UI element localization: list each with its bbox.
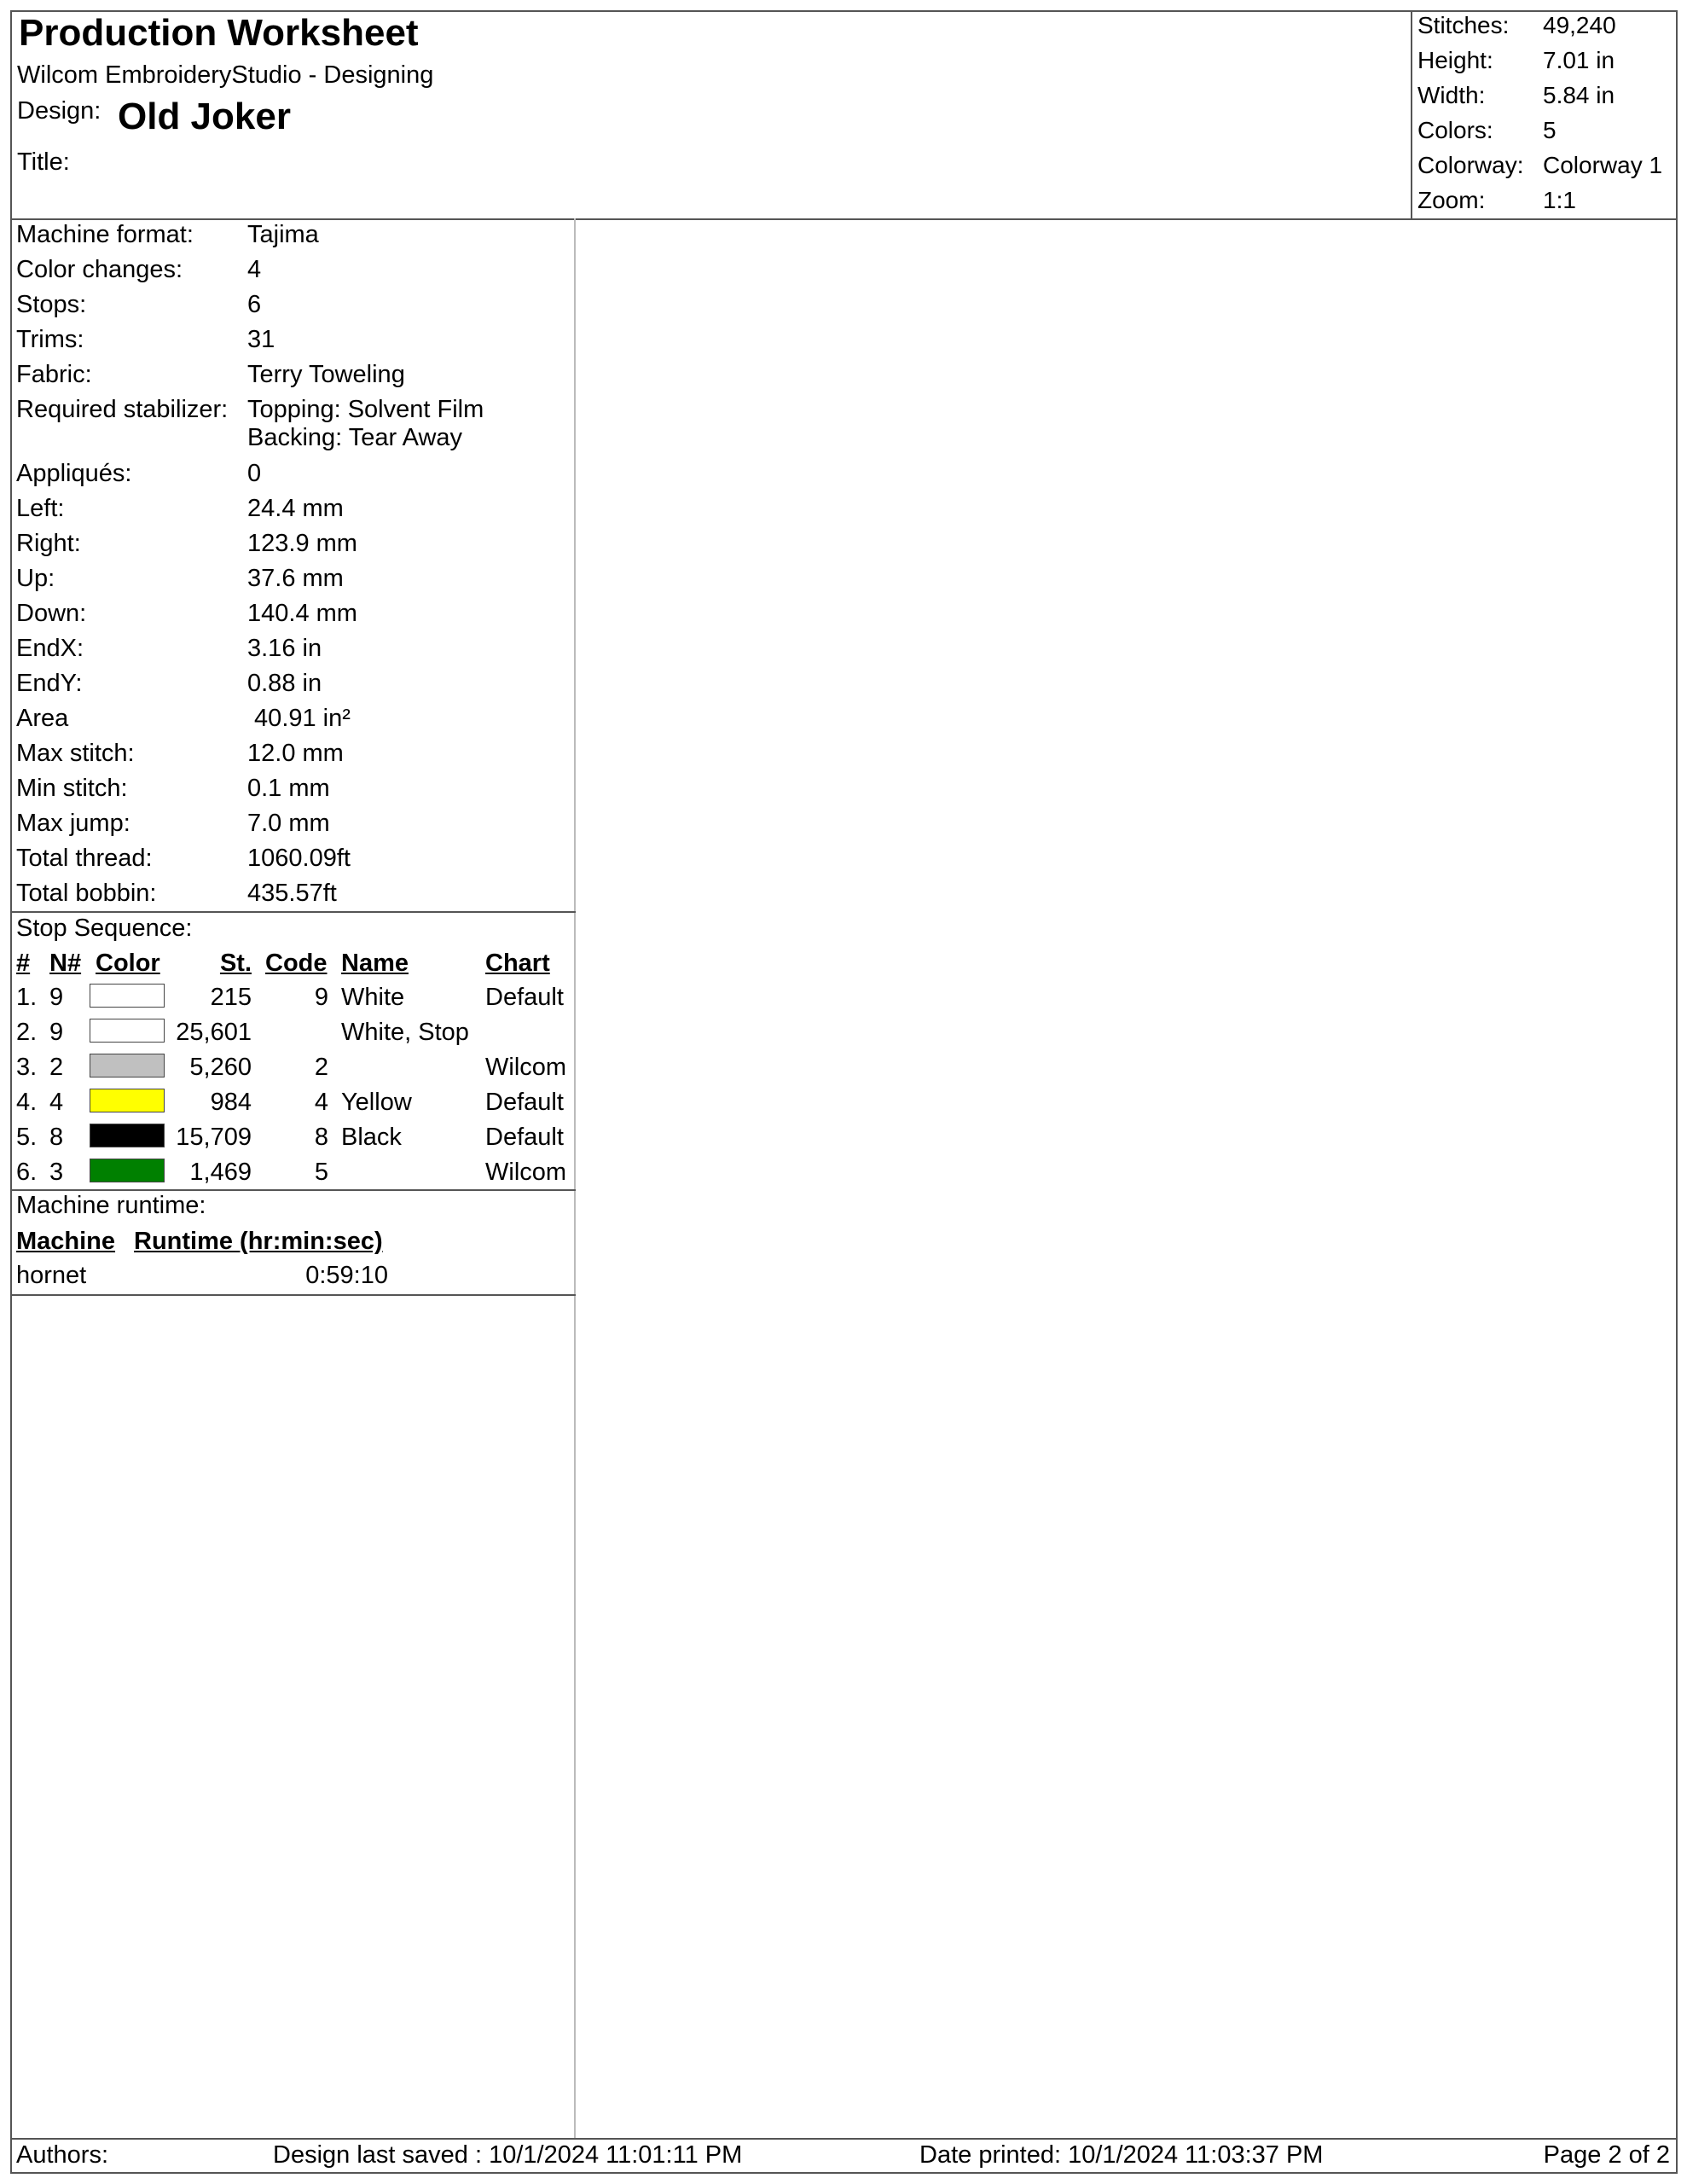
info-value: Topping: Solvent Film — [247, 396, 484, 423]
stop-num: 4. — [16, 1089, 38, 1116]
header-divider — [1411, 10, 1412, 220]
info-value: 140.4 mm — [247, 600, 357, 627]
section-separator — [10, 911, 576, 913]
col-header-num: # — [16, 950, 31, 977]
stop-color-swatch — [90, 1159, 165, 1182]
stop-needle: 3 — [49, 1159, 64, 1186]
info-label: Up: — [16, 565, 55, 592]
stop-stitches: 15,709 — [176, 1124, 252, 1151]
stat-value-zoom: 1:1 — [1543, 187, 1576, 213]
left-column-divider — [574, 218, 576, 2140]
col-header-machine: Machine — [16, 1228, 116, 1255]
stop-chart: Default — [485, 1089, 564, 1116]
header-separator — [10, 218, 1678, 220]
design-label: Design: — [17, 97, 101, 125]
info-value: 123.9 mm — [247, 530, 357, 557]
info-label: Trims: — [16, 326, 84, 353]
footer-date-printed: Date printed: 10/1/2024 11:03:37 PM — [919, 2141, 1324, 2169]
stop-stitches: 5,260 — [189, 1054, 252, 1081]
info-value: 435.57ft — [247, 880, 337, 907]
info-label: Area — [16, 705, 69, 732]
stat-label-colorway: Colorway: — [1417, 152, 1524, 178]
page-title: Production Worksheet — [19, 12, 419, 54]
stop-needle: 9 — [49, 1019, 64, 1046]
info-value: 0.88 in — [247, 670, 322, 697]
stop-sequence-title: Stop Sequence: — [16, 915, 193, 942]
stop-code: 4 — [314, 1089, 328, 1116]
stop-color-swatch — [90, 984, 165, 1008]
info-value: 6 — [247, 291, 262, 318]
stop-chart: Wilcom — [485, 1054, 567, 1081]
info-value: Tajima — [247, 221, 319, 248]
stop-stitches: 1,469 — [189, 1159, 252, 1186]
design-name: Old Joker — [118, 96, 291, 137]
info-label: Required stabilizer: — [16, 396, 229, 423]
app-subtitle: Wilcom EmbroideryStudio - Designing — [17, 61, 434, 89]
stop-color-swatch — [90, 1019, 165, 1043]
stat-value-colorway: Colorway 1 — [1543, 152, 1663, 178]
stat-value-height: 7.01 in — [1543, 47, 1615, 73]
info-value: 1060.09ft — [247, 845, 351, 872]
stop-stitches: 215 — [210, 984, 252, 1011]
info-label: Left: — [16, 495, 65, 522]
info-value: 3.16 in — [247, 635, 322, 662]
info-label: Color changes: — [16, 256, 183, 283]
col-header-chart: Chart — [485, 950, 550, 977]
info-label: Min stitch: — [16, 775, 128, 802]
info-value: 12.0 mm — [247, 740, 344, 767]
stop-chart: Default — [485, 1124, 564, 1151]
col-header-stitches: St. — [219, 950, 252, 977]
stop-code: 5 — [314, 1159, 328, 1186]
info-label: EndY: — [16, 670, 83, 697]
info-label: Stops: — [16, 291, 87, 318]
runtime-title: Machine runtime: — [16, 1192, 206, 1219]
stat-value-colors: 5 — [1543, 117, 1557, 143]
info-value: 24.4 mm — [247, 495, 344, 522]
stat-label-zoom: Zoom: — [1417, 187, 1486, 213]
footer-authors: Authors: — [16, 2141, 108, 2169]
stop-num: 2. — [16, 1019, 38, 1046]
stat-value-stitches: 49,240 — [1543, 12, 1616, 38]
footer-last-saved: Design last saved : 10/1/2024 11:01:11 PM — [273, 2141, 743, 2169]
col-header-runtime: Runtime (hr:min:sec) — [134, 1228, 383, 1255]
info-value: 4 — [247, 256, 262, 283]
stop-stitches: 984 — [210, 1089, 252, 1116]
section-separator — [10, 1294, 576, 1296]
info-value: 7.0 mm — [247, 810, 330, 837]
stop-name: Black — [341, 1124, 402, 1151]
info-label: Down: — [16, 600, 87, 627]
runtime-machine: hornet — [16, 1262, 87, 1289]
col-header-name: Name — [341, 950, 409, 977]
section-separator — [10, 1189, 576, 1191]
stop-chart: Default — [485, 984, 564, 1011]
stop-name: Yellow — [341, 1089, 412, 1116]
stop-stitches: 25,601 — [176, 1019, 252, 1046]
stop-code: 8 — [314, 1124, 328, 1151]
info-label: Machine format: — [16, 221, 194, 248]
info-value: 0.1 mm — [247, 775, 330, 802]
info-label: Appliqués: — [16, 460, 132, 487]
stop-name: White, Stop — [341, 1019, 469, 1046]
stop-code: 2 — [314, 1054, 328, 1081]
info-value: 37.6 mm — [247, 565, 344, 592]
stop-code: 9 — [314, 984, 328, 1011]
info-label: Max stitch: — [16, 740, 135, 767]
info-value: Backing: Tear Away — [247, 424, 463, 451]
stop-needle: 2 — [49, 1054, 64, 1081]
col-header-color: Color — [96, 950, 160, 977]
info-label: EndX: — [16, 635, 84, 662]
info-label: Max jump: — [16, 810, 130, 837]
stat-label-height: Height: — [1417, 47, 1493, 73]
stop-needle: 4 — [49, 1089, 64, 1116]
stat-label-stitches: Stitches: — [1417, 12, 1510, 38]
stop-needle: 9 — [49, 984, 64, 1011]
stop-num: 3. — [16, 1054, 38, 1081]
stop-num: 5. — [16, 1124, 38, 1151]
stop-name: White — [341, 984, 405, 1011]
col-header-needle: N# — [49, 950, 82, 977]
footer-page-number: Page 2 of 2 — [1543, 2141, 1670, 2169]
info-label: Fabric: — [16, 361, 92, 388]
info-label: Total thread: — [16, 845, 153, 872]
stop-needle: 8 — [49, 1124, 64, 1151]
footer-separator — [10, 2138, 1678, 2140]
info-value: 0 — [247, 460, 262, 487]
info-label: Right: — [16, 530, 81, 557]
stat-label-colors: Colors: — [1417, 117, 1493, 143]
info-value: Terry Toweling — [247, 361, 405, 388]
stop-color-swatch — [90, 1054, 165, 1077]
stop-color-swatch — [90, 1089, 165, 1112]
stop-num: 6. — [16, 1159, 38, 1186]
stop-chart: Wilcom — [485, 1159, 567, 1186]
title-label: Title: — [17, 148, 70, 176]
stat-value-width: 5.84 in — [1543, 82, 1615, 108]
col-header-code: Code — [265, 950, 328, 977]
info-label: Total bobbin: — [16, 880, 157, 907]
runtime-value: 0:59:10 — [305, 1262, 388, 1289]
info-value: 40.91 in² — [247, 705, 351, 732]
info-value: 31 — [247, 326, 275, 353]
stat-label-width: Width: — [1417, 82, 1486, 108]
stop-num: 1. — [16, 984, 38, 1011]
stop-color-swatch — [90, 1124, 165, 1147]
